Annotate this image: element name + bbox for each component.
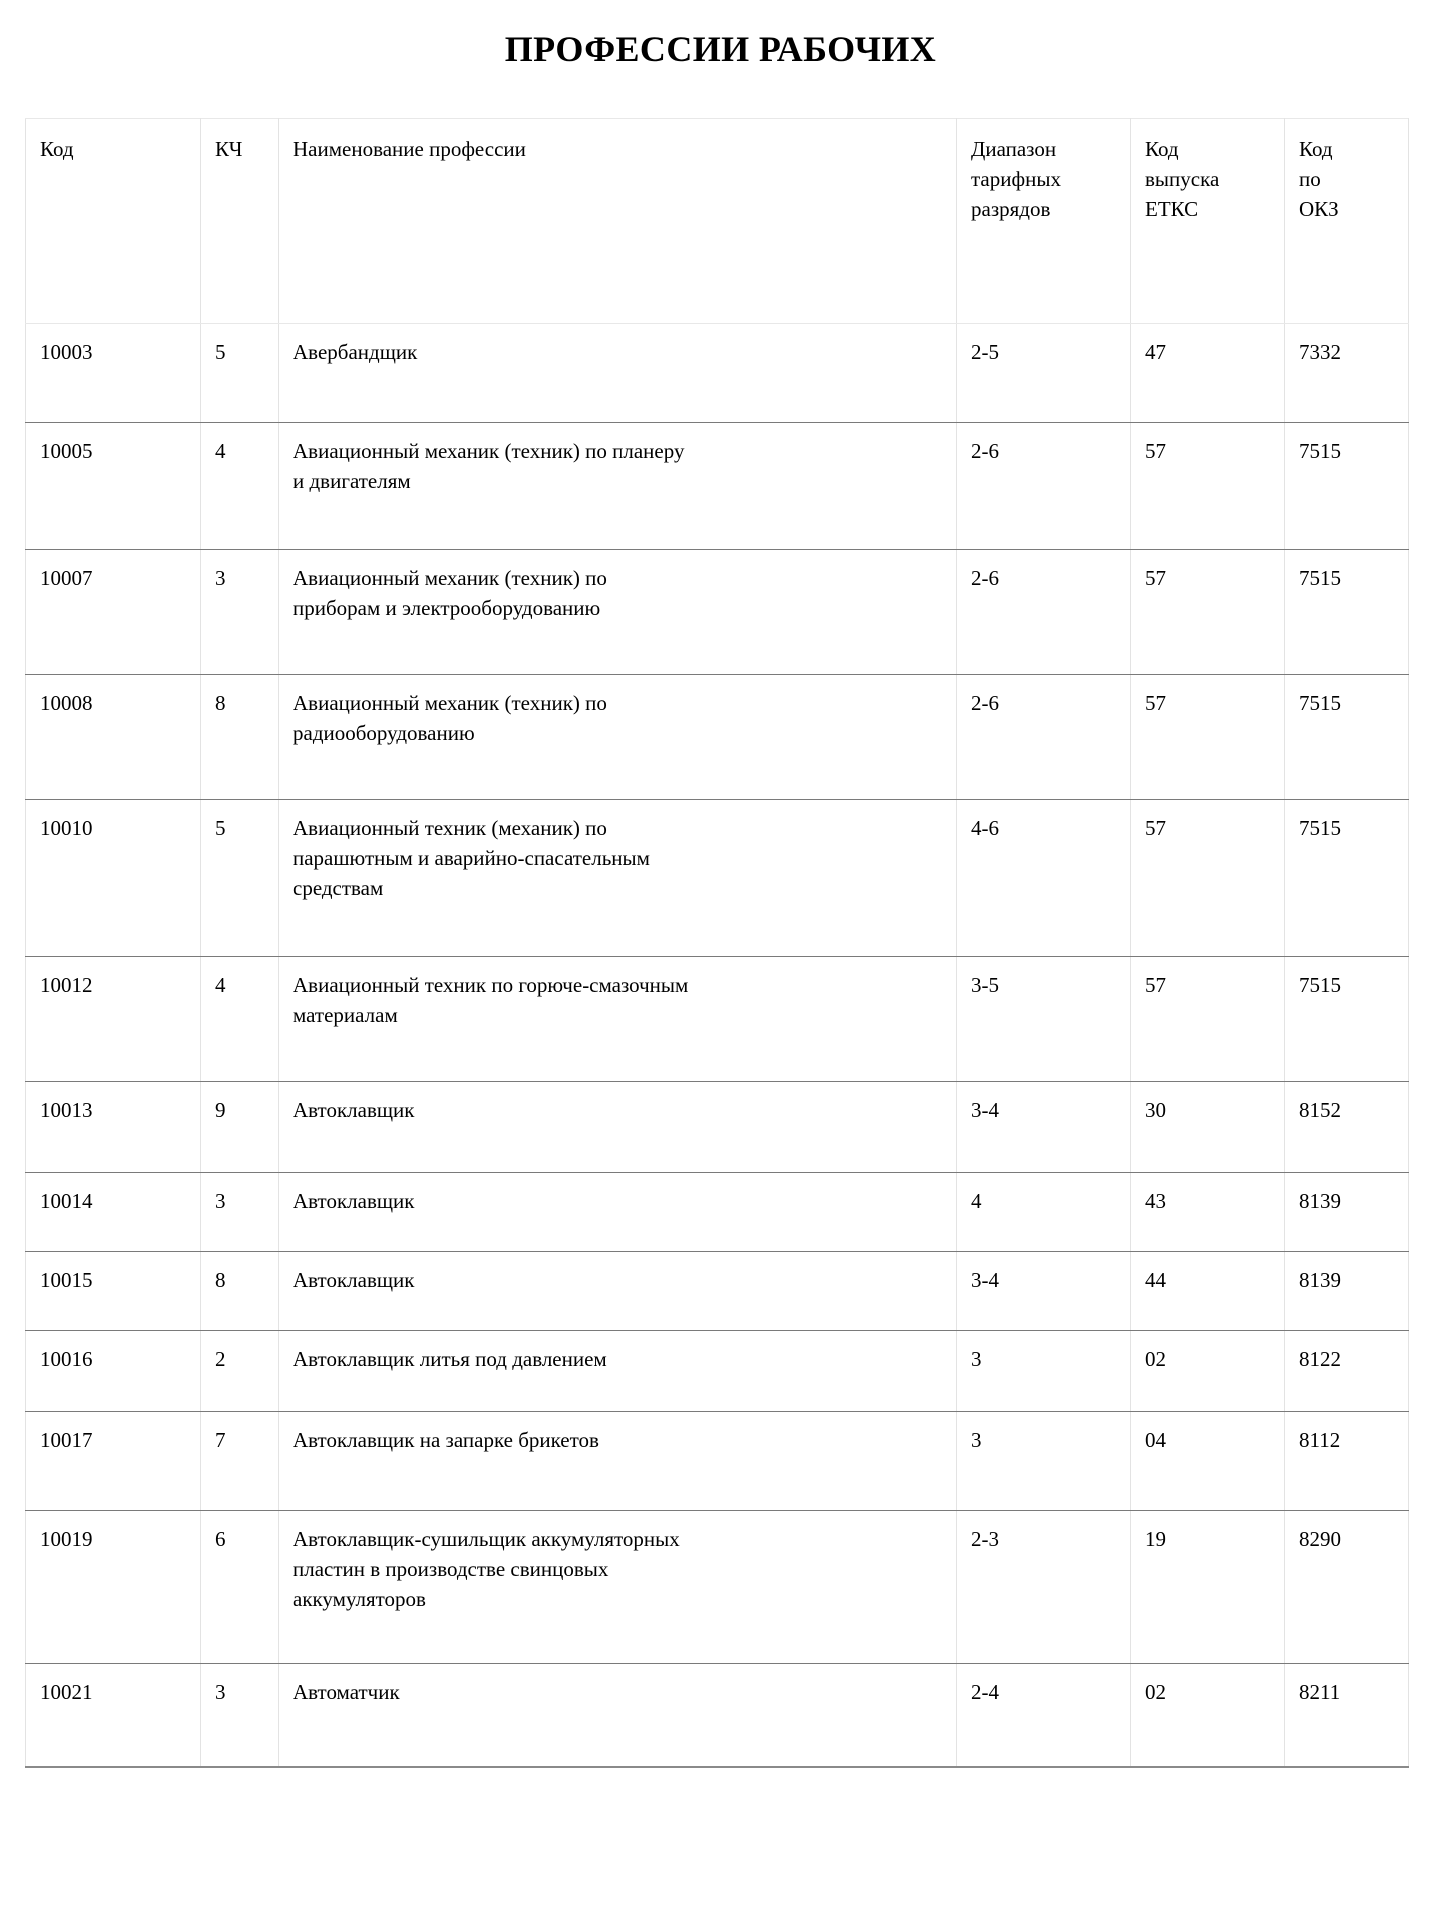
profession-name-lines [293,564,956,624]
cell-okz-code: 8139 [1285,1252,1409,1331]
column-header-okz-code-lines [1299,135,1408,224]
cell-kch: 3 [201,1664,279,1768]
cell-etks-code: 43 [1131,1173,1285,1252]
profession-name-lines [293,1096,956,1126]
tariff-range-line-1: Диапазон [971,137,1057,161]
column-header-code [26,119,201,324]
cell-okz-code: 7515 [1285,800,1409,957]
cell-profession-name [279,1252,957,1331]
table-body [26,324,1409,1768]
profession-name-line: аккумуляторов [293,1586,426,1611]
profession-name-line: парашютным и аварийно-спасательным [293,845,650,870]
column-header-etks-code-lines [1145,135,1284,224]
cell-okz-code: 7515 [1285,550,1409,675]
table-row [26,1252,1409,1331]
profession-name-line: Авиационный механик (техник) по [293,691,607,715]
cell-kch: 5 [201,800,279,957]
cell-etks-code: 57 [1131,957,1285,1082]
cell-tariff-range: 3 [957,1412,1131,1511]
professions-table [25,118,1409,1768]
cell-tariff-range: 3-4 [957,1082,1131,1173]
cell-okz-code: 7515 [1285,423,1409,550]
column-header-name-label: Наименование профессии [293,137,526,161]
table-row [26,1173,1409,1252]
cell-etks-code: 47 [1131,324,1285,423]
cell-kch: 3 [201,1173,279,1252]
cell-okz-code: 7515 [1285,675,1409,800]
profession-name-line: Автоклавщик-сушильщик аккумуляторных [293,1527,680,1551]
cell-etks-code: 57 [1131,800,1285,957]
cell-kch: 8 [201,1252,279,1331]
okz-code-line-2: по [1299,166,1321,191]
cell-etks-code: 02 [1131,1331,1285,1412]
cell-code: 10015 [26,1252,201,1331]
cell-code: 10007 [26,550,201,675]
cell-profession-name [279,675,957,800]
table-row [26,800,1409,957]
cell-profession-name [279,324,957,423]
cell-kch: 5 [201,324,279,423]
cell-kch: 4 [201,957,279,1082]
okz-code-line-3: ОКЗ [1299,196,1339,221]
cell-okz-code: 8112 [1285,1412,1409,1511]
profession-name-line: и двигателям [293,468,411,493]
cell-kch: 2 [201,1331,279,1412]
profession-name-lines [293,1525,956,1614]
etks-code-line-3: ЕТКС [1145,196,1199,221]
cell-profession-name [279,1082,957,1173]
column-header-tariff-range-lines [971,135,1130,224]
cell-code: 10008 [26,675,201,800]
cell-etks-code: 19 [1131,1511,1285,1664]
profession-name-line: Автоклавщик литья под давлением [293,1347,607,1371]
cell-tariff-range: 3 [957,1331,1131,1412]
cell-okz-code: 8152 [1285,1082,1409,1173]
profession-name-lines [293,689,956,749]
table-row [26,550,1409,675]
cell-profession-name [279,957,957,1082]
cell-tariff-range: 3-4 [957,1252,1131,1331]
cell-tariff-range: 2-5 [957,324,1131,423]
column-header-name [279,119,957,324]
profession-name-line: Авиационный механик (техник) по планеру [293,439,685,463]
table-row [26,1331,1409,1412]
profession-name-lines [293,1187,956,1217]
cell-code: 10014 [26,1173,201,1252]
cell-code: 10013 [26,1082,201,1173]
cell-kch: 8 [201,675,279,800]
cell-etks-code: 44 [1131,1252,1285,1331]
professions-table-container [25,118,1408,1768]
column-header-etks-code [1131,119,1285,324]
table-header-row [26,119,1409,324]
column-header-okz-code [1285,119,1409,324]
cell-code: 10012 [26,957,201,1082]
cell-kch: 6 [201,1511,279,1664]
cell-code: 10003 [26,324,201,423]
cell-profession-name [279,1511,957,1664]
okz-code-line-1: Код [1299,137,1333,161]
cell-okz-code: 8139 [1285,1173,1409,1252]
profession-name-line: материалам [293,1002,398,1027]
profession-name-line: пластин в производстве свинцовых [293,1556,609,1581]
cell-etks-code: 57 [1131,550,1285,675]
profession-name-line: приборам и электрооборудованию [293,595,601,620]
cell-etks-code: 04 [1131,1412,1285,1511]
profession-name-line: Автоклавщик [293,1189,415,1213]
profession-name-line: Авербандщик [293,340,418,364]
table-header [26,119,1409,324]
cell-tariff-range: 3-5 [957,957,1131,1082]
cell-kch: 9 [201,1082,279,1173]
column-header-code-label: Код [40,137,74,161]
cell-tariff-range: 2-4 [957,1664,1131,1768]
profession-name-lines [293,971,956,1031]
cell-tariff-range: 4 [957,1173,1131,1252]
cell-profession-name [279,423,957,550]
cell-okz-code: 7332 [1285,324,1409,423]
column-header-tariff-range [957,119,1131,324]
profession-name-lines [293,814,956,903]
cell-tariff-range: 2-3 [957,1511,1131,1664]
column-header-kch-label: КЧ [215,137,243,161]
cell-etks-code: 57 [1131,423,1285,550]
cell-profession-name [279,800,957,957]
cell-code: 10017 [26,1412,201,1511]
cell-code: 10019 [26,1511,201,1664]
table-row [26,1511,1409,1664]
profession-name-line: Автоклавщик на запарке брикетов [293,1428,599,1452]
cell-kch: 7 [201,1412,279,1511]
cell-etks-code: 57 [1131,675,1285,800]
cell-okz-code: 8290 [1285,1511,1409,1664]
cell-tariff-range: 2-6 [957,423,1131,550]
table-row [26,1412,1409,1511]
cell-code: 10021 [26,1664,201,1768]
cell-okz-code: 8211 [1285,1664,1409,1768]
cell-profession-name [279,1173,957,1252]
profession-name-line: Авиационный техник (механик) по [293,816,607,840]
cell-etks-code: 02 [1131,1664,1285,1768]
profession-name-lines [293,1345,956,1375]
cell-tariff-range: 4-6 [957,800,1131,957]
profession-name-line: Автоматчик [293,1680,400,1704]
profession-name-line: Автоклавщик [293,1098,415,1122]
profession-name-lines [293,437,956,497]
cell-profession-name [279,1664,957,1768]
cell-etks-code: 30 [1131,1082,1285,1173]
profession-name-lines [293,338,956,368]
page-title: ПРОФЕССИИ РАБОЧИХ [504,29,937,69]
column-header-kch [201,119,279,324]
etks-code-line-2: выпуска [1145,166,1220,191]
etks-code-line-1: Код [1145,137,1179,161]
cell-tariff-range: 2-6 [957,550,1131,675]
cell-profession-name [279,550,957,675]
profession-name-line: радиооборудованию [293,720,475,745]
cell-okz-code: 7515 [1285,957,1409,1082]
cell-profession-name [279,1331,957,1412]
profession-name-line: Авиационный техник по горюче-смазочным [293,973,689,997]
cell-kch: 4 [201,423,279,550]
profession-name-line: Автоклавщик [293,1268,415,1292]
cell-code: 10005 [26,423,201,550]
cell-kch: 3 [201,550,279,675]
profession-name-lines [293,1266,956,1296]
profession-name-line: Авиационный механик (техник) по [293,566,607,590]
profession-name-lines [293,1678,956,1708]
table-row [26,675,1409,800]
table-row [26,1082,1409,1173]
tariff-range-line-2: тарифных [971,166,1061,191]
tariff-range-line-3: разрядов [971,196,1051,221]
profession-name-line: средствам [293,875,384,900]
profession-name-lines [293,1426,956,1456]
table-row [26,423,1409,550]
table-row [26,957,1409,1082]
cell-code: 10010 [26,800,201,957]
cell-code: 10016 [26,1331,201,1412]
table-row [26,1664,1409,1768]
cell-profession-name [279,1412,957,1511]
table-row [26,324,1409,423]
cell-okz-code: 8122 [1285,1331,1409,1412]
cell-tariff-range: 2-6 [957,675,1131,800]
